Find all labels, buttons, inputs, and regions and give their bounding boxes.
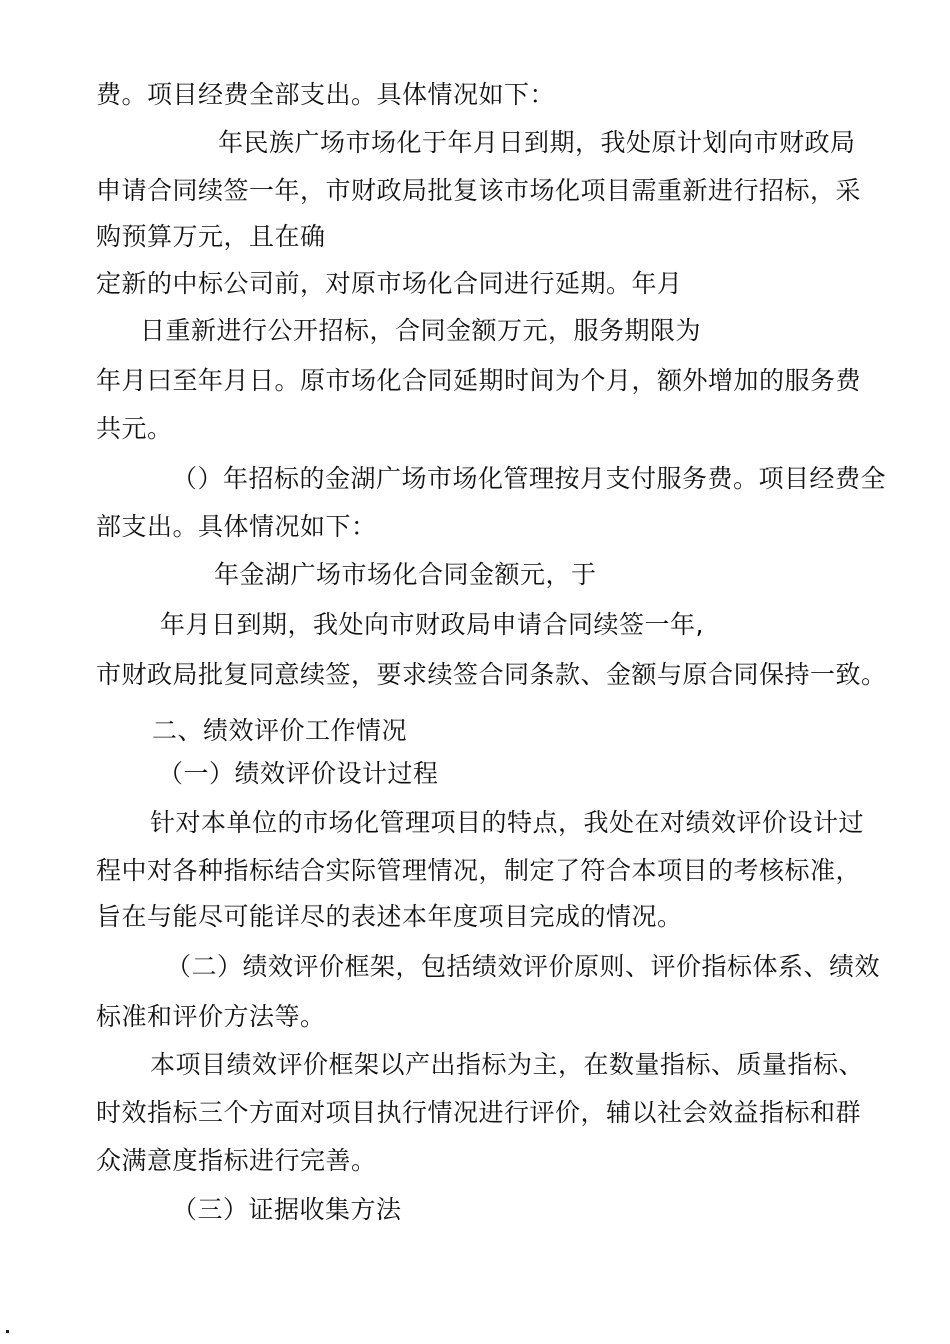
text-line: （）年招标的金湖广场市场化管理按月支付服务费。项目经费全 [172, 464, 887, 493]
text-line: 购预算万元，且在确 [96, 222, 326, 251]
text-line: 针对本单位的市场化管理项目的特点，我处在对绩效评价设计过 [150, 808, 865, 837]
text-line: 时效指标三个方面对项目执行情况进行评价，辅以社会效益指标和群 [96, 1098, 862, 1127]
text-line: 定新的中标公司前，对原市场化合同进行延期。年月 [96, 269, 683, 298]
text-line: 部支出。具体情况如下： [96, 512, 377, 541]
subsection-heading: （二）绩效评价框架，包括绩效评价原则、评价指标体系、绩效 [166, 952, 881, 981]
subsection-heading: （三）证据收集方法 [172, 1195, 402, 1224]
text-line: 众满意度指标进行完善。 [96, 1146, 377, 1175]
text-line: 年月曰至年月日。原市场化合同延期时间为个月，额外增加的服务费 [96, 366, 862, 395]
text-line: 费。项目经费全部支出。具体情况如下： [96, 80, 556, 109]
text-line: 日重新进行公开招标，合同金额万元，服务期限为 [140, 316, 702, 345]
text-line: 标准和评价方法等。 [96, 1002, 326, 1031]
page-corner-mark [6, 1330, 9, 1333]
text-line: 年金湖广场市场化合同金额元，于 [214, 560, 597, 589]
text-line: 申请合同续签一年，市财政局批复该市场化项目需重新进行招标，采 [96, 176, 862, 205]
text-line: 年民族广场市场化于年月日到期，我处原计划向市财政局 [218, 128, 856, 157]
text-line: 市财政局批复同意续签，要求续签合同条款、金额与原合同保持一致。 [96, 660, 887, 689]
text-line: 年月日到期，我处向市财政局申请合同续签一年, [160, 610, 704, 639]
text-line: 旨在与能尽可能详尽的表述本年度项目完成的情况。 [96, 902, 683, 931]
text-line: 程中对各种指标结合实际管理情况，制定了符合本项目的考核标准， [96, 856, 862, 885]
text-line: 本项目绩效评价框架以产出指标为主，在数量指标、质量指标、 [150, 1050, 865, 1079]
section-heading: 二、绩效评价工作情况 [152, 716, 408, 745]
subsection-heading: （一）绩效评价设计过程 [158, 759, 439, 788]
text-line: 共元。 [96, 414, 173, 443]
